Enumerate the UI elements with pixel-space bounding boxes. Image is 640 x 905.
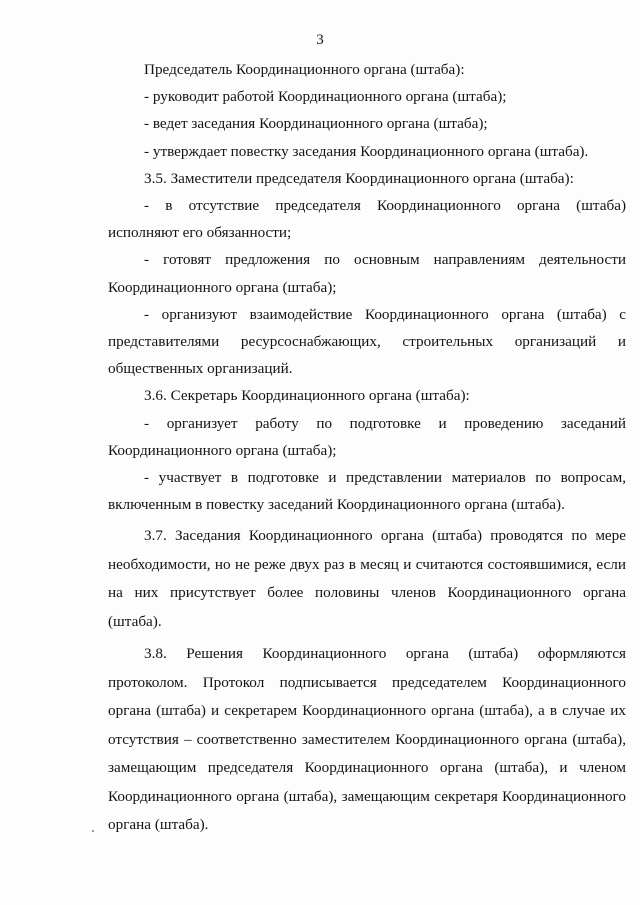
paragraph-deputy-duty-1: - в отсутствие председателя Координационного органа (штаба) исполняют его обязанности; bbox=[108, 197, 626, 242]
paragraph-chairman-heading: Председатель Координационного органа (штаба): bbox=[144, 61, 465, 78]
paragraph-chairman-duty-3: - утверждает повестку заседания Координационного органа (штаба). bbox=[144, 142, 589, 160]
paragraph-deputy-duty-2: - готовят предложения по основным направлениям деятельности Координационного органа (штаба); bbox=[108, 251, 626, 296]
paragraph-secretary-duty-2: - участвует в подготовке и представлении материалов по вопросам, включенным в повестку заседаний Координационного органа (штаба). bbox=[108, 469, 626, 514]
paragraph-3-8: 3.8. Решения Координационного органа (штаба) оформляются протоколом. Протокол подписывается председателем Координационного органа (штаба) и секретарем Координационного органа (штаба), а в случае их отсутствия – соответственно заместителем Координационного органа (штаба), замещающим председателя Координационного органа (штаба), и членом Координационного органа (штаба), замещающим секретаря Координационного органа (штаба). bbox=[108, 645, 626, 834]
paragraph-chairman-duty-2: - ведет заседания Координационного органа (штаба); bbox=[144, 115, 488, 133]
paragraph-secretary-duty-1: - организует работу по подготовке и проведению заседаний Координационного органа (штаба); bbox=[108, 414, 626, 459]
paragraph-3-6-heading: 3.6. Секретарь Координационного органа (штаба): bbox=[144, 387, 470, 405]
paragraph-deputy-duty-3: - организуют взаимодействие Координационного органа (штаба) с представителями ресурсоснабжающих, строительных организаций и общественных организаций. bbox=[108, 305, 626, 378]
paragraph-3-7: 3.7. Заседания Координационного органа (штаба) проводятся по мере необходимости, но не реже двух раз в месяц и считаются состоявшимися, если на них присутствует более половины членов Координационного органа (штаба). bbox=[108, 527, 626, 630]
document-body bbox=[108, 56, 626, 840]
page-number: 3 bbox=[316, 32, 324, 48]
scan-speck bbox=[92, 830, 94, 832]
paragraph-chairman-duty-1: - руководит работой Координационного органа (штаба); bbox=[144, 88, 507, 106]
paragraph-3-5-heading: 3.5. Заместители председателя Координационного органа (штаба): bbox=[144, 169, 574, 187]
